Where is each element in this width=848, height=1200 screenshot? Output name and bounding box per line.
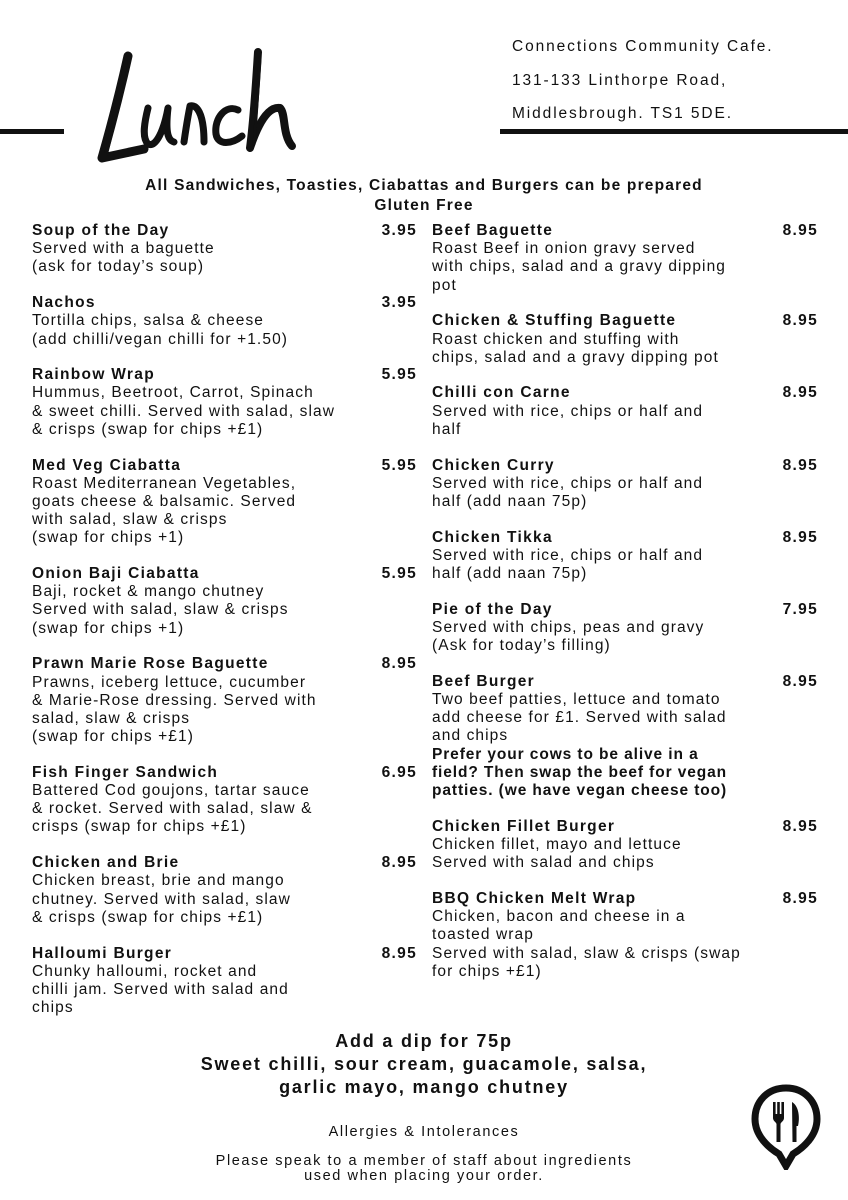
menu-item-price: 8.95 xyxy=(381,944,417,962)
menu-column-right xyxy=(432,222,818,998)
menu-item-name: Halloumi Burger xyxy=(32,944,173,962)
menu-item xyxy=(432,312,818,367)
menu-item-description: Roast chicken and stuffing with chips, salad and a gravy dipping pot xyxy=(432,330,719,366)
menu-item-name: Beef Baguette xyxy=(432,222,554,239)
menu-column-left xyxy=(32,222,417,1035)
menu-item-description: Served with chips, peas and gravy (Ask for today’s filling) xyxy=(432,618,705,655)
menu-item-header xyxy=(32,294,417,312)
gluten-free-note: All Sandwiches, Toasties, Ciabattas and Burgers can be prepared Gluten Free xyxy=(145,177,703,214)
menu-item-description: Tortilla chips, salsa & cheese (add chilli/vegan chilli for +1.50) xyxy=(32,312,289,348)
address-line: Connections Community Cafe. xyxy=(512,38,774,55)
menu-item xyxy=(432,890,818,981)
menu-item-description: Battered Cod goujons, tartar sauce & rocket. Served with salad, slaw & crisps (swap for chips +£1) xyxy=(32,782,313,836)
menu-item-name: Fish Finger Sandwich xyxy=(32,763,219,781)
menu-item-price: 8.95 xyxy=(782,672,818,690)
menu-item-price: 8.95 xyxy=(782,384,818,402)
menu-item-name: Chicken Fillet Burger xyxy=(432,817,616,835)
menu-item-name: Chilli con Carne xyxy=(432,384,571,402)
menu-item-header xyxy=(432,312,818,330)
menu-item xyxy=(32,655,417,746)
menu-item-price: 8.95 xyxy=(381,655,417,673)
menu-item-header xyxy=(432,457,818,475)
menu-item-header xyxy=(32,945,417,963)
menu-item xyxy=(432,457,818,512)
menu-item-name: Chicken Tikka xyxy=(432,528,553,546)
menu-item xyxy=(32,764,417,837)
menu-item-price: 8.95 xyxy=(782,312,818,330)
menu-item-description: Baji, rocket & mango chutney Served with salad, slaw & crisps (swap for chips +1) xyxy=(32,583,289,637)
menu-item-description: Hummus, Beetroot, Carrot, Spinach & sweet chilli. Served with salad, slaw & crisps (swap for chips +£1) xyxy=(32,384,336,438)
menu-item xyxy=(432,601,818,656)
menu-item-header xyxy=(32,655,417,673)
dips-title: Add a dip for 75p xyxy=(335,1031,513,1051)
cafe-address xyxy=(512,30,774,131)
menu-item xyxy=(432,818,818,873)
menu-item-description: Roast Mediterranean Vegetables, goats cheese & balsamic. Served with salad, slaw & crisps (swap for chips +1) xyxy=(32,474,297,547)
menu-item-name: Nachos xyxy=(32,294,96,312)
menu-item-description: Roast Beef in onion gravy served with chips, salad and a gravy dipping pot xyxy=(432,240,727,294)
menu-item-price: 7.95 xyxy=(782,600,818,618)
menu-item-name: Prawn Marie Rose Baguette xyxy=(32,655,269,673)
menu-item-description: Chicken fillet, mayo and lettuce Served with salad and chips xyxy=(432,835,682,872)
menu-item-header xyxy=(32,565,417,583)
menu-item-description: Chicken, bacon and cheese in a toasted wrap Served with salad, slaw & crisps (swap for chips +£1) xyxy=(432,908,741,980)
menu-item xyxy=(32,945,417,1018)
menu-item xyxy=(432,222,818,295)
menu-item-note: Prefer your cows to be alive in a field? Then swap the beef for vegan patties. (we have vegan cheese too) xyxy=(432,745,728,800)
menu-item-description: Served with rice, chips or half and half xyxy=(432,402,704,438)
menu-item-price: 5.95 xyxy=(381,565,417,583)
menu-item-header xyxy=(32,222,417,240)
menu-item-description: Prawns, iceberg lettuce, cucumber & Marie-Rose dressing. Served with salad, slaw & crisps (swap for chips +£1) xyxy=(32,673,317,746)
menu-item-name: Med Veg Ciabatta xyxy=(32,456,182,474)
menu-item-name: Chicken and Brie xyxy=(32,854,180,872)
menu-item-header xyxy=(432,529,818,547)
menu-item-header xyxy=(32,764,417,782)
menu-item xyxy=(32,854,417,927)
menu-item-description: Served with rice, chips or half and half (add naan 75p) xyxy=(432,474,704,510)
menu-item xyxy=(32,565,417,638)
menu-item xyxy=(432,673,818,800)
menu-item-header xyxy=(32,366,417,384)
menu-item-price: 3.95 xyxy=(381,294,417,312)
menu-item-price: 8.95 xyxy=(782,528,818,546)
menu-item-name: Chicken Curry xyxy=(432,456,555,474)
menu-item-price: 8.95 xyxy=(782,456,818,474)
menu-item-description: Chunky halloumi, rocket and chilli jam. Served with salad and chips xyxy=(32,962,289,1017)
menu-item-header xyxy=(432,890,818,908)
menu-item-name: Onion Baji Ciabatta xyxy=(32,565,200,583)
dips-section xyxy=(0,1030,848,1099)
menu-item xyxy=(432,529,818,584)
menu-item-header xyxy=(32,854,417,872)
menu-item-price: 6.95 xyxy=(381,763,417,781)
address-line: 131-133 Linthorpe Road, xyxy=(512,71,728,89)
header-rule-left xyxy=(0,129,64,134)
allergies-title: Allergies & Intolerances xyxy=(328,1124,520,1140)
menu-item-price: 5.95 xyxy=(381,366,417,384)
menu-item xyxy=(32,294,417,349)
menu-item xyxy=(32,222,417,277)
menu-item-name: Soup of the Day xyxy=(32,222,170,239)
menu-item xyxy=(32,366,417,439)
menu-item-description: Chicken breast, brie and mango chutney. Served with salad, slaw & crisps (swap for chips +£1) xyxy=(32,872,291,926)
menu-item xyxy=(432,384,818,439)
menu-item-price: 3.95 xyxy=(381,222,417,239)
menu-item-header xyxy=(432,818,818,836)
dips-list: Sweet chilli, sour cream, guacamole, salsa, garlic mayo, mango chutney xyxy=(200,1054,648,1097)
address-line: Middlesbrough. TS1 5DE. xyxy=(512,105,733,122)
menu-item-name: Rainbow Wrap xyxy=(32,366,155,384)
allergies-text: Please speak to a member of staff about ingredients used when placing your order. xyxy=(215,1153,633,1184)
menu-item-description: Two beef patties, lettuce and tomato add cheese for £1. Served with salad and chips xyxy=(432,691,727,745)
menu-item-name: Chicken & Stuffing Baguette xyxy=(432,312,677,330)
menu-item-price: 8.95 xyxy=(782,222,818,239)
menu-title-lunch xyxy=(86,38,326,168)
menu-item-name: Beef Burger xyxy=(432,672,536,690)
menu-item-price: 8.95 xyxy=(381,854,417,872)
menu-item-price: 8.95 xyxy=(782,817,818,835)
menu-item-header xyxy=(32,457,417,475)
fork-knife-location-pin-icon xyxy=(751,1084,821,1170)
menu-item-name: Pie of the Day xyxy=(432,600,553,618)
menu-item-header xyxy=(432,384,818,402)
menu-item-price: 8.95 xyxy=(782,889,818,907)
menu-item-description: Served with a baguette (ask for today’s soup) xyxy=(32,240,215,276)
menu-item-price: 5.95 xyxy=(381,456,417,474)
menu-item-header xyxy=(432,222,818,240)
menu-item-description: Served with rice, chips or half and half (add naan 75p) xyxy=(432,546,704,583)
menu-item-header xyxy=(432,673,818,691)
menu-item-name: BBQ Chicken Melt Wrap xyxy=(432,889,637,907)
menu-item-header xyxy=(432,601,818,619)
menu-item xyxy=(32,457,417,548)
